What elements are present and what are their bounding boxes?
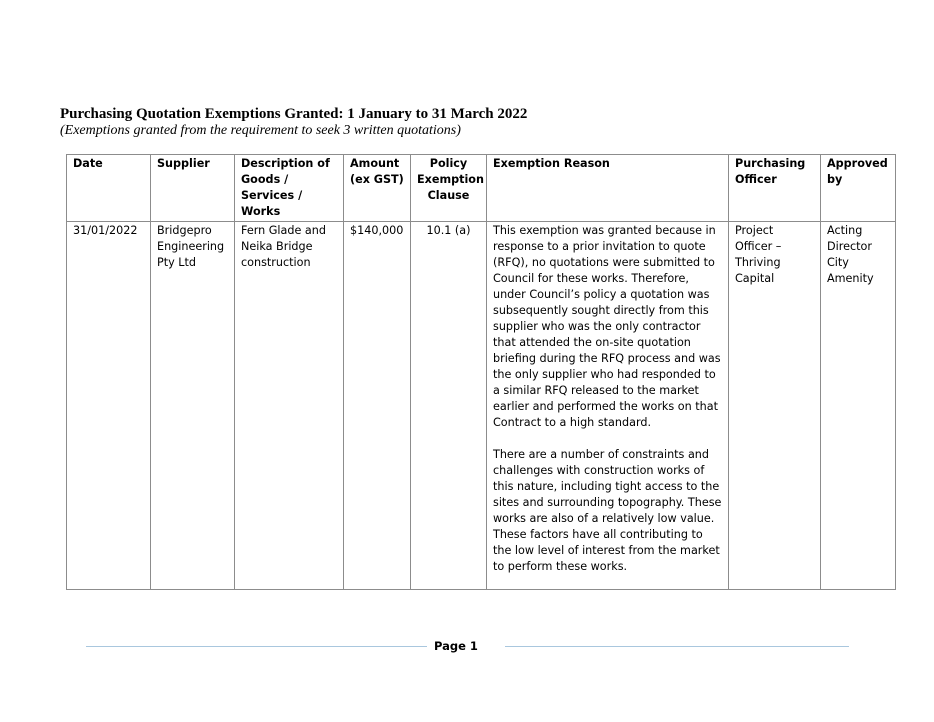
header-officer: Purchasing Officer <box>729 155 821 222</box>
footer-rule-right <box>505 646 849 647</box>
cell-clause: 10.1 (a) <box>411 222 487 590</box>
page-number: Page 1 <box>434 639 478 653</box>
footer-rule-left <box>86 646 427 647</box>
header-date: Date <box>67 155 151 222</box>
header-approved: Approved by <box>821 155 896 222</box>
document-title: Purchasing Quotation Exemptions Granted: 1 January to 31 March 2022 <box>60 106 528 122</box>
cell-amount: $140,000 <box>344 222 411 590</box>
cell-approved: Acting Director City Amenity <box>821 222 896 590</box>
cell-date: 31/01/2022 <box>67 222 151 590</box>
reason-paragraph-1: This exemption was granted because in response to a prior invitation to quote (RFQ), no quotations were submitted to Council for these works. Therefore, under Council’s policy a quotation was subsequently sought directly from this supplier who was the only contractor that attended the on-site quotation briefing during the RFQ process and was the only supplier who had responded to a similar RFQ released to the market earlier and performed the works on that Contract to a high standard. <box>493 224 721 429</box>
header-amount: Amount (ex GST) <box>344 155 411 222</box>
header-clause: Policy Exemption Clause <box>411 155 487 222</box>
exemptions-table <box>66 154 896 590</box>
table-header-row <box>67 155 896 222</box>
header-reason: Exemption Reason <box>487 155 729 222</box>
header-supplier: Supplier <box>151 155 235 222</box>
reason-paragraph-2: There are a number of constraints and challenges with construction works of this nature, including tight access to the sites and surrounding topography. These works are also of a relatively low value. These factors have all contributing to the low level of interest from the market to perform these works. <box>493 448 722 573</box>
cell-officer: Project Officer – Thriving Capital <box>729 222 821 590</box>
document-subtitle: (Exemptions granted from the requirement to seek 3 written quotations) <box>60 123 461 138</box>
cell-supplier: Bridgepro Engineering Pty Ltd <box>151 222 235 590</box>
cell-description: Fern Glade and Neika Bridge construction <box>235 222 344 590</box>
cell-reason <box>487 222 729 590</box>
table-row <box>67 222 896 590</box>
header-description: Description of Goods / Services / Works <box>235 155 344 222</box>
